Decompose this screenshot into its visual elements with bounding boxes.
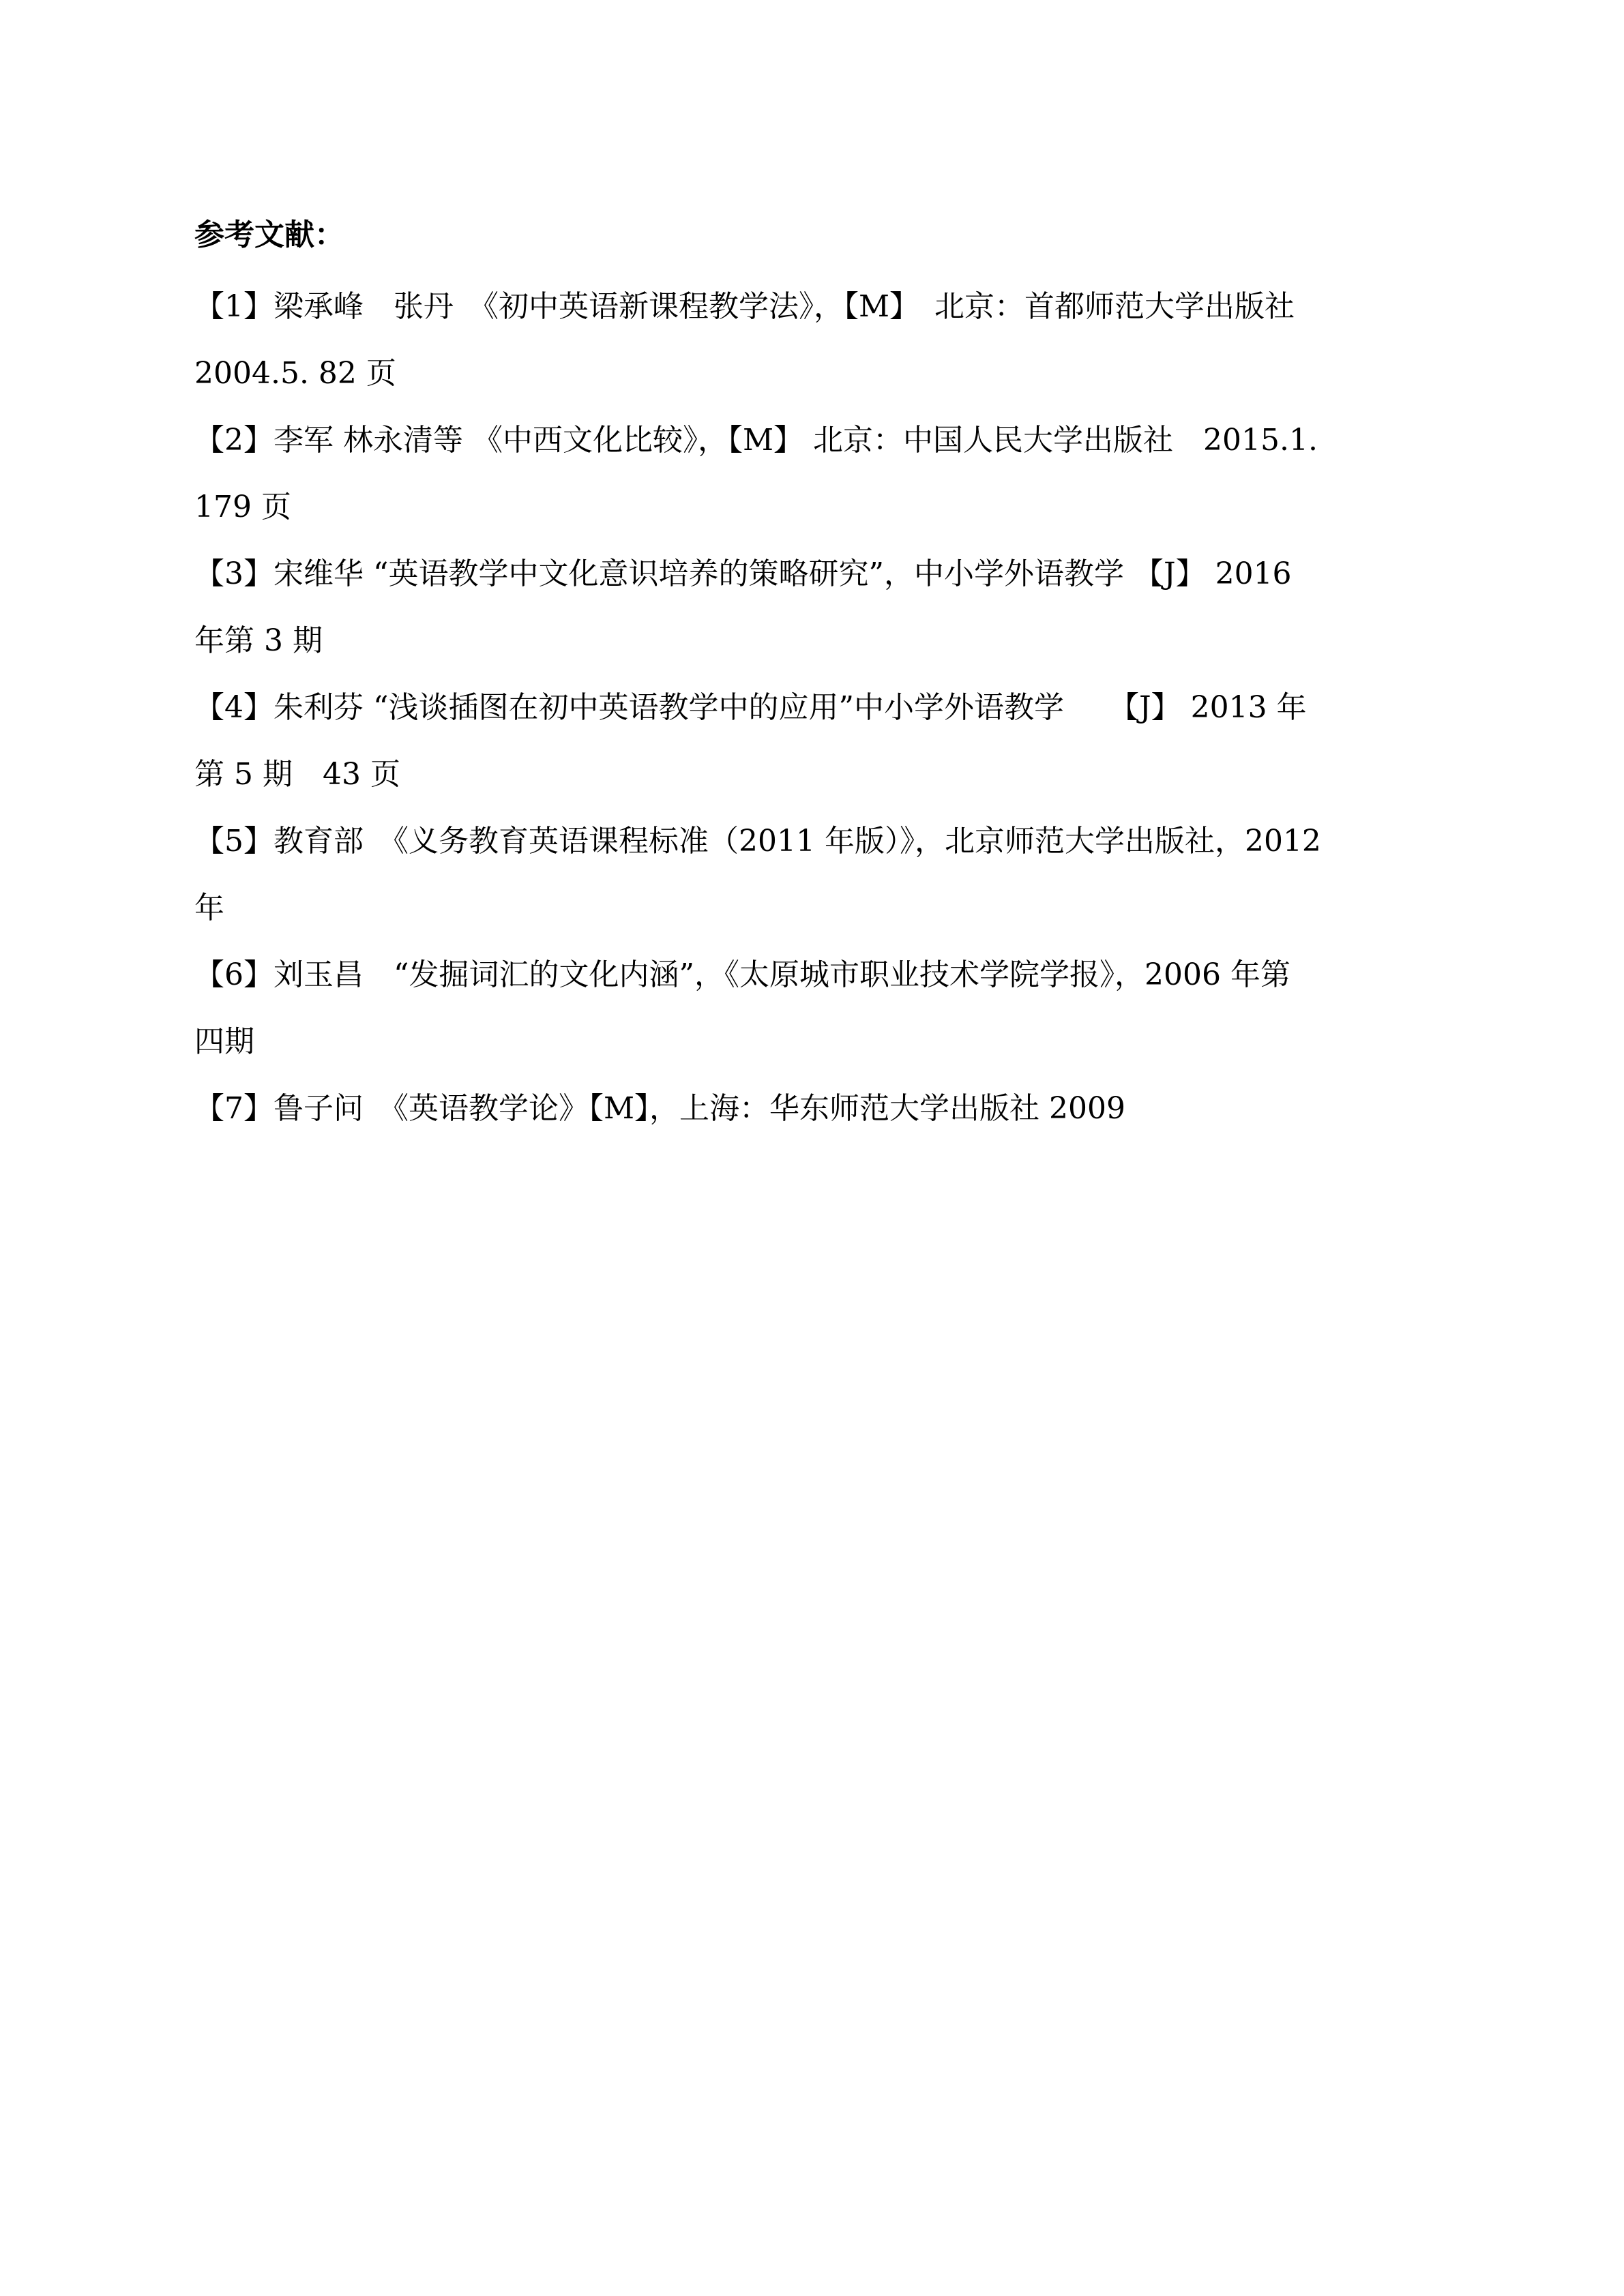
reference-list: [194, 273, 1443, 1142]
document-content: [194, 208, 1443, 1142]
reference-line: 【6】刘玉昌 “发掘词汇的文化内涵”，《太原城市职业技术学院学报》，2006 年第: [194, 957, 1290, 992]
reference-line: 【4】朱利芬 “浅谈插图在初中英语教学中的应用”中小学外语教学 【J】 2013 年: [194, 690, 1307, 725]
reference-item: [194, 942, 1443, 1075]
reference-line: 第 5 期 43 页: [194, 757, 400, 792]
reference-item: [194, 808, 1443, 942]
reference-line: 179 页: [194, 490, 291, 524]
reference-item: [194, 541, 1443, 674]
reference-line: 【7】鲁子问 《英语教学论》【M】，上海：华东师范大学出版社 2009: [194, 1091, 1126, 1126]
reference-line: 【5】教育部 《义务教育英语课程标准（2011 年版）》，北京师范大学出版社，2012: [194, 824, 1321, 859]
reference-item: [194, 1075, 1443, 1142]
reference-line: 【1】梁承峰 张丹 《初中英语新课程教学法》，【M】 北京：首都师范大学出版社: [194, 289, 1295, 324]
references-heading: 参考文献：: [194, 218, 344, 252]
reference-line: 年第 3 期: [194, 623, 323, 658]
reference-item: [194, 674, 1443, 808]
reference-line: 四期: [194, 1024, 254, 1059]
reference-item: [194, 407, 1443, 541]
reference-line: 2004.5. 82 页: [194, 356, 396, 391]
reference-line: 年: [194, 891, 224, 925]
reference-line: 【2】李军 林永清等 《中西文化比较》，【M】 北京：中国人民大学出版社 2015.1.: [194, 423, 1318, 458]
reference-item: [194, 273, 1443, 407]
reference-line: 【3】宋维华 “英语教学中文化意识培养的策略研究”，中小学外语教学 【J】 2016: [194, 556, 1292, 591]
